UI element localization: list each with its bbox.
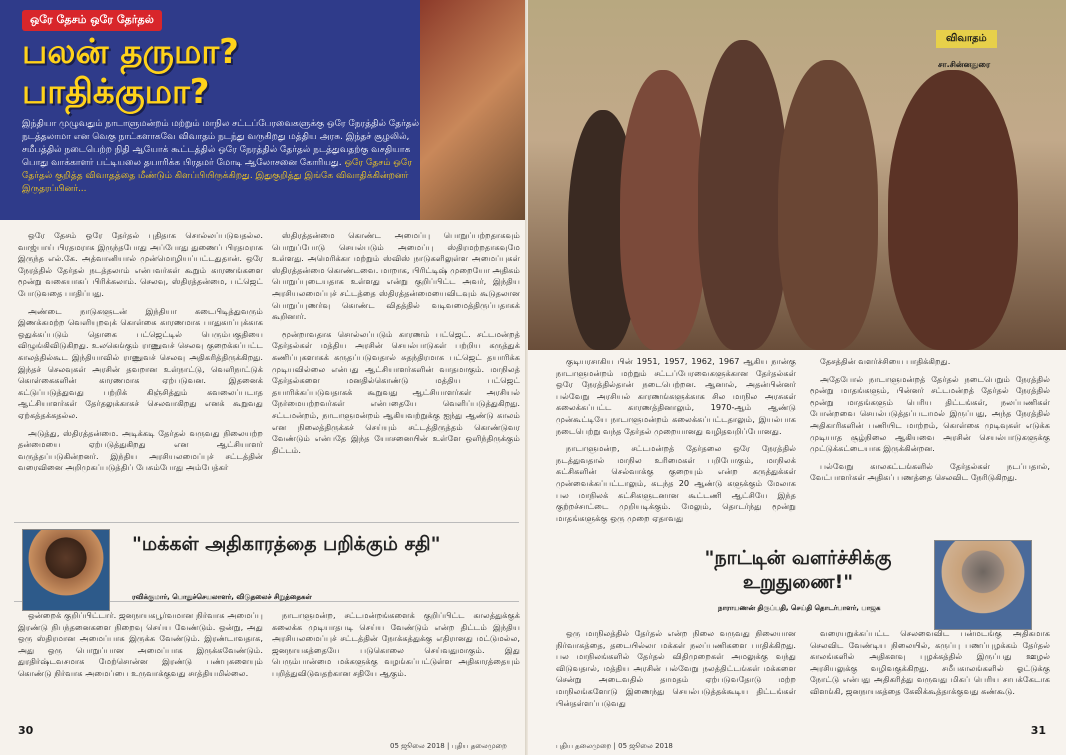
voters-photo bbox=[528, 0, 1066, 350]
section-kicker: ஒரே தேசம் ஒரே தேர்தல் bbox=[22, 10, 162, 31]
person-2 bbox=[620, 70, 706, 350]
narayanan-photo bbox=[934, 540, 1032, 630]
right-bottom-b bbox=[810, 628, 1050, 704]
bottom-column-1 bbox=[18, 610, 263, 686]
col-b-para-1: தேசத்தின் வளர்ச்சியை பாதிக்கிறது. bbox=[820, 356, 951, 366]
bottom-a-text: ஒரு மாநிலத்தில் தேர்தல் என்ற நிலை வருவது நிலையான நிர்வாகத்தை, தடையில்லா மக்கள் நலப்பணிகளை பாதிக்கிறது. பல மாநிலங்களில் தேர்தல் விதிமுறைகள் அமலுக்கு வந்து விடுவதால், மத்திய அரசின் பல்வேறு நலத்திட்டங்கள் மக்களை சென்று அடைவதில் தாமதம் ஏற்படுவதோடு மற்ற மாநிலங்களோடு இணைந்து செயல்படுத்தக்கூடிய திட்டங்கள் பின்தள்ளப்படுவது bbox=[556, 628, 796, 708]
pull-quote-right: "நாட்டின் வளர்ச்சிக்கு உறுதுணை!" bbox=[704, 547, 892, 593]
quote-credit-right: நாராயணன் திருப்பதி, செய்தி தொடர்பாளர், பாஜக bbox=[718, 604, 881, 612]
person-4 bbox=[778, 60, 878, 350]
col1-para-3: அடுத்து, ஸ்திரத்தன்மை. அடிக்கடி தேர்தல் வருவது நிலையற்ற தன்மையை ஏற்படுத்துகிறது என ஆட்சியாளர் வருத்தப்படுகின்றனர். இந்திய அரசியலமைப்புச் சட்டத்தின் வரைவினை அறிமுகப்படுத்திப் பேசும்போது அம்பேத்கர் bbox=[18, 427, 263, 473]
headline bbox=[22, 32, 422, 112]
col2-para-2: மூன்றாவதாக சொல்லப்படும் காரணம் பட்ஜெட். சட்டமன்றத் தேர்தல்கள் மத்திய அரசின் செயல்பாடுகள் பற்றிய கருத்துக் கணிப்புகளாகக் கருதப்படுவதால் சுதந்திரமாக பட்ஜெட் தயாரிக்க முடியவில்லை என்பது ஆட்சியாளர்களின் வாதமாகும். மாநிலத் தேர்தல்களை மனதில்கொண்டு மத்திய பட்ஜெட் தயாரிக்கப்படுவதாகக் கூறுவது ஆட்சியாளர்கள் அரசியல் நேர்மையற்றவர்கள் என்பதையே வெளிப்படுத்துகிறது. சட்டமன்றம், நாடாளுமன்றம் ஆகியவற்றுக்கு ஐந்து ஆண்டு காலம் என நிலைத்திருக்கச் செய்யும் சட்டத்திருத்தம் கொண்டுவர வேண்டும் என்பதே இந்த யோசனையின் உள்ளே ஒளிந்திருக்கும் திட்டம். bbox=[272, 328, 520, 455]
right-column-b bbox=[810, 356, 1050, 490]
col2-para-1: ஸ்திரத்தன்மை கொண்ட அமைப்பு பொறுப்பற்றதாகவும் பொறுப்போடு செயல்படும் அமைப்பு ஸ்திரமற்றதாகவுமே உள்ளது. அமெரிக்கா மற்றும் ஸ்விஸ் நாடுகளிலுள்ள அமைப்புகள் ஸ்திரத்தன்மை கொண்டவை. மாறாக, பிரிட்டிஷ் முறையோ அதிகம் பொறுப்புடையதாக உள்ளது என்று குறிப்பிட்ட அவர், இந்திய அரசியலமைப்புச் சட்டத்தை ஸ்திரத்தன்மையைவிடவும் கூடுதலான பொறுப்புணர்வு கொண்ட விதத்தில் வடிவமைத்திருப்பதாகக் கூறினார். bbox=[272, 230, 520, 322]
left-page bbox=[0, 0, 528, 755]
headline-line-2: பாதிக்குமா? bbox=[22, 72, 210, 112]
col-a-para-2: நாடாளுமன்ற, சட்டமன்றத் தேர்தலை ஒரே நேரத்தில் நடத்துவதால் மாநில உரிமைகள் பறிபோகும், மாநிலக் கட்சிகளின் செல்வாக்கு குறையும் என்ற கருத்துக்கள் முன்வைக்கப்பட்டாலும், கடந்த 20 ஆண்டு களுக்கும் மேலாக பல மாநிலக் கட்சிகளுடனான கூட்டணி ஆட்சியே இந்த குற்றச்சாட்டை முறியடிக்கும். மேலும், தொடர்ந்து மூன்று மாதங்களுக்கு ஒரு முறை ஏதாவது bbox=[556, 443, 796, 523]
col1-para-1: ஒரே தேசம் ஒரே தேர்தல் புதிதாக சொல்லப்படுவதல்ல. வாஜ்பாய் பிரதமராக இருந்தபோது அப்போது துணைப் பிரதமராக இருந்த எல்.கே. அத்வானியால் முன்மொழியப்பட்டதுதான். ஒரே நேரத்தில் தேர்தல் நடத்தலாம் என்பவர்கள் கூறும் காரணங்களை மூன்று வகையாகப் பிரிக்கலாம். செலவு, ஸ்திரத்தன்மை, பட்ஜெட் போடுவதை பாதிப்பது. bbox=[18, 230, 263, 298]
page-number-right: 31 bbox=[1030, 724, 1046, 737]
intro-paragraph bbox=[22, 118, 422, 196]
pull-quote-left: "மக்கள் அதிகாரத்தை பறிக்கும் சதி" bbox=[132, 533, 441, 555]
author-byline: சா.சின்னதுரை bbox=[938, 60, 991, 69]
col-b-para-2: அதேபோல் நாடாளுமன்றத் தேர்தல் நடைபெறும் நேரத்தில் மூன்று மாதங்களும், பின்னர் சட்டமன்றத் தேர்தல் நேரத்தில் மூன்று மாதங்களும் பெரிய திட்டங்கள், நலப்பணிகள் போன்றவை செயல்படுத்தப்படாமல் இருப்பது, அந்த நேரத்தில் அதிகாரிகளின் பணியிட மாற்றம், கொள்கை முடிவுகள் எடுக்க முடியாத சூழ்நிலை ஆகியவை அரசின் செயல்பாடுகளுக்கு முட்டுக்கட்டையாக இருக்கின்றன. bbox=[810, 373, 1050, 454]
intro-text: இந்தியா முழுவதும் நாடாளுமன்றம் மற்றும் மாநில சட்டப்பேரவைகளுக்கு ஒரே நேரத்தில் தேர்தல் நடத்தலாமா என வெகு நாட்களாகவே விவாதம் நடந்து வருகிறது மத்திய அரசு. இந்தச் சூழலில், சமீபத்தில் நடைபெற்ற நிதி ஆயோக் கூட்டத்தில் ஒரே நேரத்தில் தேர்தல் நடத்துவதற்கு வசதியாக பொது வாக்காளர் பட்டியலை தயாரிக்க பிரதமர் மோடி ஆலோசனை கோரியது. bbox=[22, 119, 420, 168]
quote-box-left bbox=[14, 522, 519, 602]
headline-line-1: பலன் தருமா? bbox=[22, 32, 239, 72]
footer-right: புதிய தலைமுறை | 05 ஜூலை 2018 bbox=[556, 742, 673, 750]
header-photo-strip bbox=[420, 0, 528, 220]
ravikumar-photo bbox=[22, 529, 110, 611]
bottom-column-2 bbox=[272, 610, 520, 686]
bottom-col1-text: ஒன்றைக் குறிப்பிட்டார். ஜனநாயகபூர்வமான நிர்வாக அமைப்பு இரண்டு நிபந்தனைகளை நிறைவு செய்ய வேண்டும். ஒன்று, அது ஒரு ஸ்திரமான அமைப்பாக இருக்க வேண்டும். இரண்டாவதாக, அது ஒரு பொறுப்பான அமைப்பாக இருக்கவேண்டும். துரதிர்ஷ்டவசமாக மேற்சொன்ன இரண்டு பண்புகளையும் கொண்டு நிர்வாக அமைப்பை உருவாக்குவது சாத்தியமில்லை. bbox=[18, 610, 263, 678]
article-column-1 bbox=[18, 230, 263, 480]
section-tag: விவாதம் bbox=[936, 30, 997, 48]
right-page bbox=[528, 0, 1066, 755]
article-column-2 bbox=[272, 230, 520, 462]
col-a-para-1: குடியரசாகிய பின் 1951, 1957, 1962, 1967 ஆகிய நான்கு நாடாளுமன்றம் மற்றும் சட்டப்பேரவைகளுக்கான தேர்தல்கள் ஒரே நேரத்தில்தான் நடைபெற்றன. ஆனால், அதன்பின்னர் பல்வேறு அரசியல் காரணங்களுக்காக சில மாநில அரசுகள் கலைக்கப்பட்ட காரணத்தினாலும், 1970-ஆம் ஆண்டு முன்கூட்டியே நாடாளுமன்றம் கலைக்கப்பட்டதாலும், இயல்பாக நடைபெற்று வந்த தேர்தல் முறையானது வழிதவறிப்போனது. bbox=[556, 356, 796, 436]
footer-left: 05 ஜூலை 2018 | புதிய தலைமுறை bbox=[390, 742, 507, 750]
person-3 bbox=[698, 40, 788, 350]
col-b-para-3: பல்வேறு காலகட்டங்களில் தேர்தல்கள் நடப்பதால், வேட்பாளர்கள் அதிகப் பணத்தை செலவிட நேரிடுகிறது. bbox=[810, 460, 1050, 483]
col1-para-2: அண்டை நாடுகளுடன் இந்தியா கடைபிடித்துவரும் இணக்கமற்ற வெளியுறவுக் கொள்கை காரணமாக பாதுகாப்புக்காக ஒதுக்கப்படும் தொகை பட்ஜெட்டில் பெரும்பகுதியை விழுங்கிவிடுகிறது. உலகெங்கும் ராணுவச் செலவு குறைக்கப்பட்ட காலத்தில்கூட இந்தியாவில் ராணுவச் செலவு அதிகரித்திருக்கிறது. இந்தச் செலவுகள் அரசின் தவறான உள்நாட்டு, வெளிநாட்டுக் கொள்கைகளின் காரணமாக ஏற்படுவன. இதனைக் கட்டுப்படுத்துவது பற்றிக் கிஞ்சித்தும் கவலைப்படாத ஆட்சியாளர்கள் தேர்தலுக்காகச் செலவாகிறது எனக் கூறுவது ஏற்கத்தக்கதல்ல. bbox=[18, 305, 263, 420]
right-bottom-a bbox=[556, 628, 796, 715]
quote-credit-left: ரவிக்குமார், பொதுச்செயலாளர், விடுதலைச் சிறுத்தைகள் bbox=[132, 593, 312, 601]
person-5 bbox=[888, 70, 1018, 350]
right-column-a bbox=[556, 356, 796, 530]
page-number-left: 30 bbox=[18, 724, 34, 737]
bottom-b-text: வரையறுக்கப்பட்ட செலவைவிட பன்மடங்கு அதிகமாக செலவிட வேண்டிய நிலையில், கருப்பு பணப்புழக்கம் தேர்தல் காலங்களில் அதிகளவு புழக்கத்தில் இருப்பது ஊழல் அரசியலுக்கு வழிவகுக்கிறது. சமீபகாலங்களில் ஓட்டுக்கு நோட்டு என்பது அதிகரித்து வருவது மிகப் பெரிய சாபக்கேடாக விளங்கி, ஜனநாயகத்தை கேலிக்கூத்தாக்குவது கண்கூடு. bbox=[810, 628, 1050, 696]
bottom-col2-text: நாடாளுமன்ற, சட்டமன்றங்களைக் குறிப்பிட்ட காலத்துக்குக் கலைக்க முடியாதபடி செய்ய வேண்டும் என்ற திட்டம் இந்திய அரசியலமைப்புச் சட்டத்தின் நோக்கத்துக்கு எதிரானது மட்டுமல்ல, ஜனநாயகத்தையே படுகொலை செய்வதுமாகும். இது பெரும்பான்மை மக்களுக்கு வழங்கப்பட்டுள்ள அதிகாரத்தையும் பறித்துவிடுவதற்கான சதியே ஆகும். bbox=[272, 610, 520, 678]
intro-highlight: ஒரே தேசம் ஒரே தேர்தல் குறித்த விவாதத்தை மீண்டும் கிளப்பியிருக்கிறது. இதுகுறித்து இங்கே விவாதிக்கின்றனர் இருதரப்பினர்... bbox=[22, 158, 412, 194]
